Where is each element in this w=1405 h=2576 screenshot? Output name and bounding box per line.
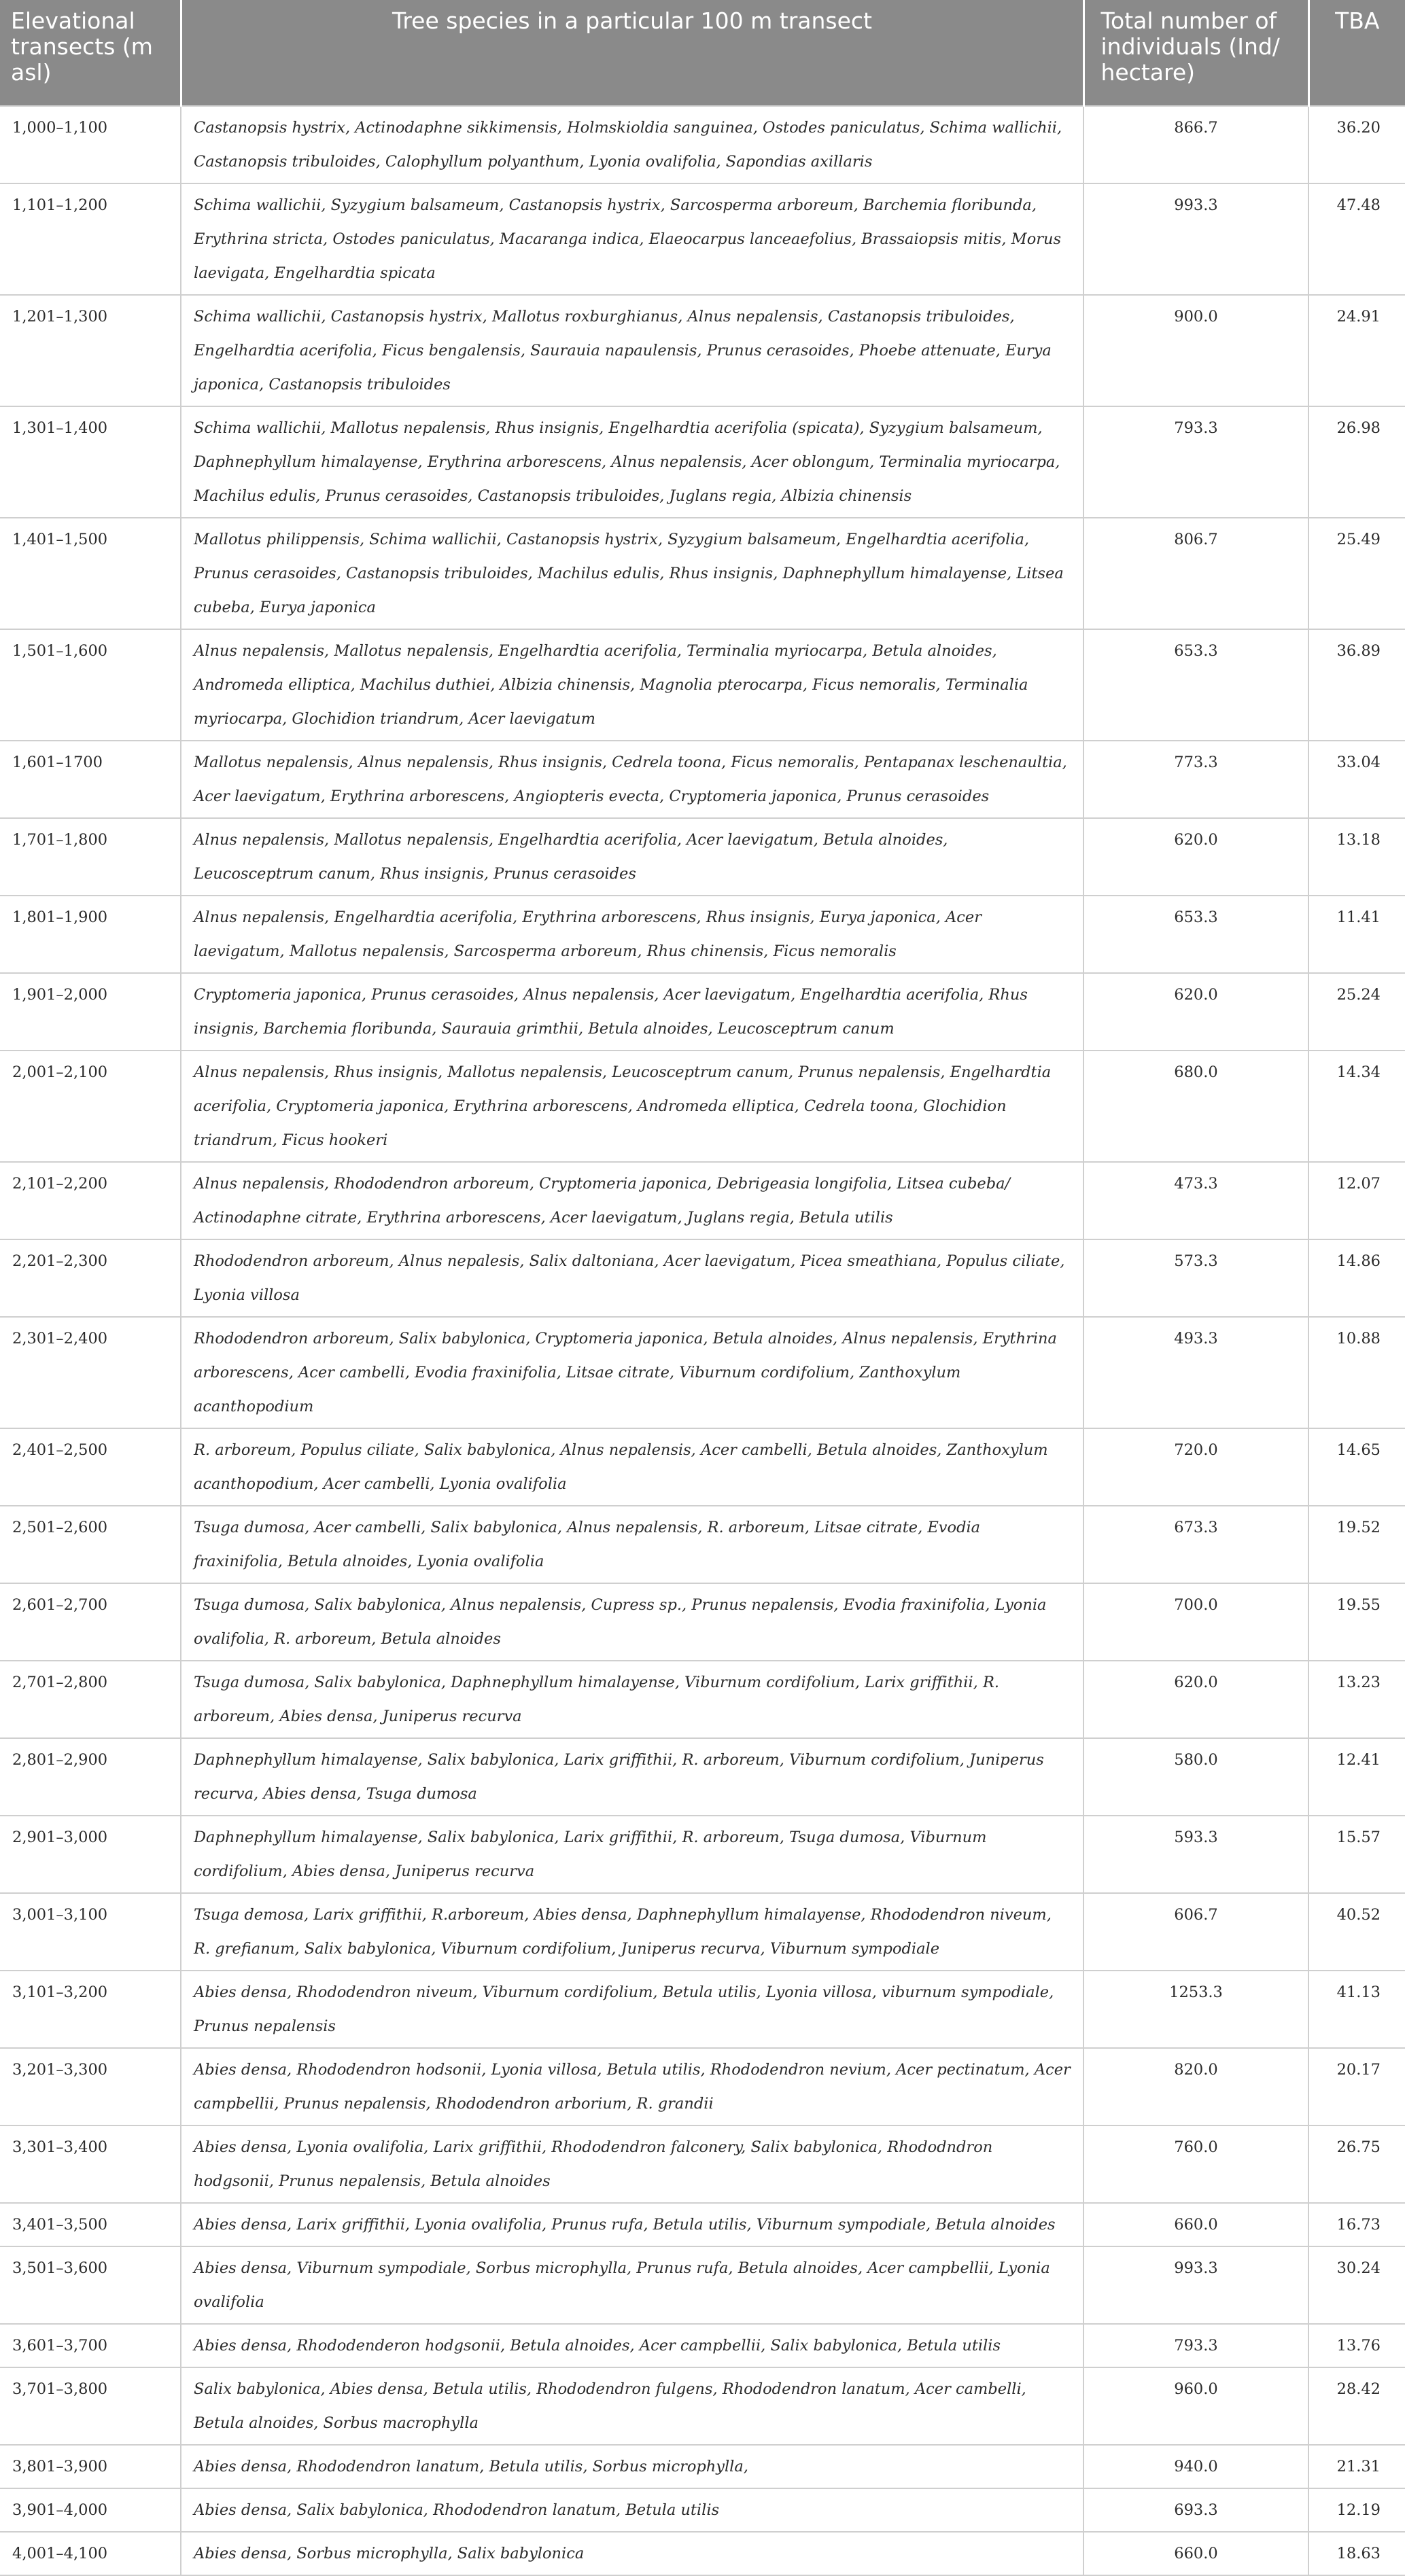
elevation-cell: 2,401–2,500: [0, 1428, 181, 1506]
table-row: [0, 896, 1405, 973]
table-row: [0, 106, 1405, 183]
individuals-cell: 493.3: [1083, 1317, 1308, 1428]
table-row: [0, 518, 1405, 629]
table-row: [0, 2488, 1405, 2532]
species-cell: R. arboreum, Populus ciliate, Salix babylonica, Alnus nepalensis, Acer cambelli, Betula alnoides, Zanthoxylum acanthopodium, Acer cambelli, Lyonia ovalifolia: [181, 1428, 1083, 1506]
individuals-cell: 866.7: [1083, 106, 1308, 183]
species-cell: Alnus nepalensis, Mallotus nepalensis, Engelhardtia acerifolia, Acer laevigatum, Betula alnoides, Leucosceptrum canum, Rhus insignis, Prunus cerasoides: [181, 818, 1083, 896]
tba-cell: 14.86: [1308, 1239, 1405, 1317]
header-species: Tree species in a particular 100 m transect: [181, 0, 1083, 106]
individuals-cell: 653.3: [1083, 629, 1308, 741]
elevation-cell: 1,701–1,800: [0, 818, 181, 896]
individuals-cell: 473.3: [1083, 1162, 1308, 1239]
table-row: [0, 2246, 1405, 2324]
elevation-cell: 2,301–2,400: [0, 1317, 181, 1428]
header-elevation: Elevational transects (m asl): [0, 0, 181, 106]
individuals-cell: 660.0: [1083, 2203, 1308, 2246]
species-cell: Schima wallichii, Mallotus nepalensis, Rhus insignis, Engelhardtia acerifolia (spicata), Syzygium balsameum, Daphnephyllum himalayense, Erythrina arborescens, Alnus nepalensis, Acer oblongum, Terminalia myriocarpa, Machilus edulis, Prunus cerasoides, Castanopsis tribuloides, Juglans regia, Albizia chinensis: [181, 406, 1083, 518]
individuals-cell: 820.0: [1083, 2048, 1308, 2125]
table-row: [0, 295, 1405, 406]
table-row: [0, 1428, 1405, 1506]
individuals-cell: 760.0: [1083, 2125, 1308, 2203]
table-row: [0, 973, 1405, 1051]
individuals-cell: 793.3: [1083, 406, 1308, 518]
elevation-cell: 1,501–1,600: [0, 629, 181, 741]
table-body: [0, 106, 1405, 2575]
tba-cell: 40.52: [1308, 1893, 1405, 1971]
species-cell: Abies densa, Rhododendron lanatum, Betula utilis, Sorbus microphylla,: [181, 2445, 1083, 2488]
species-cell: Abies densa, Sorbus microphylla, Salix babylonica: [181, 2532, 1083, 2575]
elevation-cell: 1,901–2,000: [0, 973, 181, 1051]
header-tba: TBA: [1308, 0, 1405, 106]
table-row: [0, 2203, 1405, 2246]
individuals-cell: 580.0: [1083, 1738, 1308, 1816]
individuals-cell: 653.3: [1083, 896, 1308, 973]
species-cell: Tsuga dumosa, Acer cambelli, Salix babylonica, Alnus nepalensis, R. arboreum, Litsae citrate, Evodia fraxinifolia, Betula alnoides, Lyonia ovalifolia: [181, 1506, 1083, 1583]
species-cell: Daphnephyllum himalayense, Salix babylonica, Larix griffithii, R. arboreum, Tsuga dumosa, Viburnum cordifolium, Abies densa, Juniperus recurva: [181, 1816, 1083, 1893]
species-cell: Daphnephyllum himalayense, Salix babylonica, Larix griffithii, R. arboreum, Viburnum cordifolium, Juniperus recurva, Abies densa, Tsuga dumosa: [181, 1738, 1083, 1816]
tba-cell: 18.63: [1308, 2532, 1405, 2575]
tba-cell: 25.49: [1308, 518, 1405, 629]
elevation-cell: 1,601–1700: [0, 741, 181, 818]
table-row: [0, 741, 1405, 818]
elevation-cell: 1,301–1,400: [0, 406, 181, 518]
table-row: [0, 2324, 1405, 2367]
species-cell: Mallotus philippensis, Schima wallichii, Castanopsis hystrix, Syzygium balsameum, Engelhardtia acerifolia, Prunus cerasoides, Castanopsis tribuloides, Machilus edulis, Rhus insignis, Daphnephyllum himalayense, Litsea cubeba, Eurya japonica: [181, 518, 1083, 629]
tba-cell: 24.91: [1308, 295, 1405, 406]
elevation-cell: 2,501–2,600: [0, 1506, 181, 1583]
table-row: [0, 1239, 1405, 1317]
individuals-cell: 673.3: [1083, 1506, 1308, 1583]
tba-cell: 12.41: [1308, 1738, 1405, 1816]
individuals-cell: 960.0: [1083, 2367, 1308, 2445]
tba-cell: 16.73: [1308, 2203, 1405, 2246]
species-cell: Abies densa, Larix griffithii, Lyonia ovalifolia, Prunus rufa, Betula utilis, Viburnum sympodiale, Betula alnoides: [181, 2203, 1083, 2246]
individuals-cell: 700.0: [1083, 1583, 1308, 1661]
elevation-cell: 2,601–2,700: [0, 1583, 181, 1661]
species-cell: Abies densa, Lyonia ovalifolia, Larix griffithii, Rhododendron falconery, Salix babylonica, Rhododndron hodgsonii, Prunus nepalensis, Betula alnoides: [181, 2125, 1083, 2203]
species-cell: Schima wallichii, Syzygium balsameum, Castanopsis hystrix, Sarcosperma arboreum, Barchemia floribunda, Erythrina stricta, Ostodes paniculatus, Macaranga indica, Elaeocarpus lanceaefolius, Brassaiopsis mitis, Morus laevigata, Engelhardtia spicata: [181, 183, 1083, 295]
elevation-cell: 3,401–3,500: [0, 2203, 181, 2246]
table-row: [0, 1051, 1405, 1162]
elevation-cell: 3,701–3,800: [0, 2367, 181, 2445]
species-cell: Alnus nepalensis, Mallotus nepalensis, Engelhardtia acerifolia, Terminalia myriocarpa, Betula alnoides, Andromeda elliptica, Machilus duthiei, Albizia chinensis, Magnolia pterocarpa, Ficus nemoralis, Terminalia myriocarpa, Glochidion triandrum, Acer laevigatum: [181, 629, 1083, 741]
species-cell: Alnus nepalensis, Engelhardtia acerifolia, Erythrina arborescens, Rhus insignis, Eurya japonica, Acer laevigatum, Mallotus nepalensis, Sarcosperma arboreum, Rhus chinensis, Ficus nemoralis: [181, 896, 1083, 973]
elevation-cell: 2,801–2,900: [0, 1738, 181, 1816]
table-row: [0, 1893, 1405, 1971]
elevation-cell: 4,001–4,100: [0, 2532, 181, 2575]
table-row: [0, 183, 1405, 295]
individuals-cell: 806.7: [1083, 518, 1308, 629]
table-row: [0, 629, 1405, 741]
species-cell: Tsuga demosa, Larix griffithii, R.arboreum, Abies densa, Daphnephyllum himalayense, Rhododendron niveum, R. grefianum, Salix babylonica, Viburnum cordifolium, Juniperus recurva, Viburnum sympodiale: [181, 1893, 1083, 1971]
elevation-cell: 3,001–3,100: [0, 1893, 181, 1971]
individuals-cell: 660.0: [1083, 2532, 1308, 2575]
tba-cell: 10.88: [1308, 1317, 1405, 1428]
individuals-cell: 993.3: [1083, 183, 1308, 295]
tba-cell: 13.23: [1308, 1661, 1405, 1738]
tba-cell: 41.13: [1308, 1971, 1405, 2048]
elevation-cell: 2,201–2,300: [0, 1239, 181, 1317]
individuals-cell: 593.3: [1083, 1816, 1308, 1893]
table-row: [0, 2532, 1405, 2575]
tba-cell: 14.65: [1308, 1428, 1405, 1506]
individuals-cell: 993.3: [1083, 2246, 1308, 2324]
elevation-cell: 1,201–1,300: [0, 295, 181, 406]
tba-cell: 15.57: [1308, 1816, 1405, 1893]
table-row: [0, 2048, 1405, 2125]
table-row: [0, 1971, 1405, 2048]
species-cell: Tsuga dumosa, Salix babylonica, Daphnephyllum himalayense, Viburnum cordifolium, Larix griffithii, R. arboreum, Abies densa, Juniperus recurva: [181, 1661, 1083, 1738]
species-cell: Mallotus nepalensis, Alnus nepalensis, Rhus insignis, Cedrela toona, Ficus nemoralis, Pentapanax leschenaultia, Acer laevigatum, Erythrina arborescens, Angiopteris evecta, Cryptomeria japonica, Prunus cerasoides: [181, 741, 1083, 818]
individuals-cell: 606.7: [1083, 1893, 1308, 1971]
individuals-cell: 773.3: [1083, 741, 1308, 818]
individuals-cell: 940.0: [1083, 2445, 1308, 2488]
table-row: [0, 1661, 1405, 1738]
species-cell: Rhododendron arboreum, Salix babylonica, Cryptomeria japonica, Betula alnoides, Alnus nepalensis, Erythrina arborescens, Acer cambelli, Evodia fraxinifolia, Litsae citrate, Viburnum cordifolium, Zanthoxylum acanthopodium: [181, 1317, 1083, 1428]
individuals-cell: 573.3: [1083, 1239, 1308, 1317]
species-cell: Cryptomeria japonica, Prunus cerasoides, Alnus nepalensis, Acer laevigatum, Engelhardtia acerifolia, Rhus insignis, Barchemia floribunda, Saurauia grimthii, Betula alnoides, Leucosceptrum canum: [181, 973, 1083, 1051]
tba-cell: 14.34: [1308, 1051, 1405, 1162]
tba-cell: 25.24: [1308, 973, 1405, 1051]
tba-cell: 19.52: [1308, 1506, 1405, 1583]
tba-cell: 12.07: [1308, 1162, 1405, 1239]
species-cell: Alnus nepalensis, Rhododendron arboreum, Cryptomeria japonica, Debrigeasia longifolia, Litsea cubeba/ Actinodaphne citrate, Erythrina arborescens, Acer laevigatum, Juglans regia, Betula utilis: [181, 1162, 1083, 1239]
elevation-cell: 3,901–4,000: [0, 2488, 181, 2532]
individuals-cell: 620.0: [1083, 973, 1308, 1051]
elevation-cell: 3,501–3,600: [0, 2246, 181, 2324]
table-row: [0, 406, 1405, 518]
tba-cell: 12.19: [1308, 2488, 1405, 2532]
elevation-cell: 3,101–3,200: [0, 1971, 181, 2048]
elevation-cell: 2,101–2,200: [0, 1162, 181, 1239]
tba-cell: 36.20: [1308, 106, 1405, 183]
species-cell: Abies densa, Rhododendron hodsonii, Lyonia villosa, Betula utilis, Rhododendron nevium, Acer pectinatum, Acer campbellii, Prunus nepalensis, Rhododendron arborium, R. grandii: [181, 2048, 1083, 2125]
elevation-cell: 1,000–1,100: [0, 106, 181, 183]
table-row: [0, 1816, 1405, 1893]
species-cell: Abies densa, Viburnum sympodiale, Sorbus microphylla, Prunus rufa, Betula alnoides, Acer campbellii, Lyonia ovalifolia: [181, 2246, 1083, 2324]
species-cell: Tsuga dumosa, Salix babylonica, Alnus nepalensis, Cupress sp., Prunus nepalensis, Evodia fraxinifolia, Lyonia ovalifolia, R. arboreum, Betula alnoides: [181, 1583, 1083, 1661]
elevation-cell: 3,301–3,400: [0, 2125, 181, 2203]
header-individuals: Total number of individuals (Ind/ hectare): [1083, 0, 1308, 106]
species-cell: Abies densa, Salix babylonica, Rhododendron lanatum, Betula utilis: [181, 2488, 1083, 2532]
individuals-cell: 693.3: [1083, 2488, 1308, 2532]
header-row: [0, 0, 1405, 106]
tba-cell: 19.55: [1308, 1583, 1405, 1661]
table-row: [0, 1738, 1405, 1816]
species-cell: Abies densa, Rhododenderon hodgsonii, Betula alnoides, Acer campbellii, Salix babylonica, Betula utilis: [181, 2324, 1083, 2367]
table-row: [0, 818, 1405, 896]
tba-cell: 21.31: [1308, 2445, 1405, 2488]
elevation-cell: 1,801–1,900: [0, 896, 181, 973]
elevation-cell: 2,901–3,000: [0, 1816, 181, 1893]
species-cell: Abies densa, Rhododendron niveum, Viburnum cordifolium, Betula utilis, Lyonia villosa, viburnum sympodiale, Prunus nepalensis: [181, 1971, 1083, 2048]
elevation-cell: 2,001–2,100: [0, 1051, 181, 1162]
tba-cell: 33.04: [1308, 741, 1405, 818]
table-row: [0, 2367, 1405, 2445]
tba-cell: 28.42: [1308, 2367, 1405, 2445]
table-row: [0, 1506, 1405, 1583]
table-row: [0, 2445, 1405, 2488]
table-row: [0, 1317, 1405, 1428]
table-row: [0, 2125, 1405, 2203]
tba-cell: 47.48: [1308, 183, 1405, 295]
species-cell: Castanopsis hystrix, Actinodaphne sikkimensis, Holmskioldia sanguinea, Ostodes paniculatus, Schima wallichii, Castanopsis tribuloides, Calophyllum polyanthum, Lyonia ovalifolia, Sapondias axillaris: [181, 106, 1083, 183]
tba-cell: 30.24: [1308, 2246, 1405, 2324]
tba-cell: 13.76: [1308, 2324, 1405, 2367]
elevation-cell: 3,201–3,300: [0, 2048, 181, 2125]
table-row: [0, 1162, 1405, 1239]
elevation-cell: 1,401–1,500: [0, 518, 181, 629]
elevation-cell: 2,701–2,800: [0, 1661, 181, 1738]
individuals-cell: 620.0: [1083, 1661, 1308, 1738]
individuals-cell: 1253.3: [1083, 1971, 1308, 2048]
elevation-cell: 1,101–1,200: [0, 183, 181, 295]
tba-cell: 11.41: [1308, 896, 1405, 973]
elevation-cell: 3,601–3,700: [0, 2324, 181, 2367]
species-cell: Alnus nepalensis, Rhus insignis, Mallotus nepalensis, Leucosceptrum canum, Prunus nepalensis, Engelhardtia acerifolia, Cryptomeria japonica, Erythrina arborescens, Andromeda elliptica, Cedrela toona, Glochidion triandrum, Ficus hookeri: [181, 1051, 1083, 1162]
elevation-cell: 3,801–3,900: [0, 2445, 181, 2488]
table-row: [0, 1583, 1405, 1661]
tba-cell: 26.75: [1308, 2125, 1405, 2203]
tba-cell: 26.98: [1308, 406, 1405, 518]
species-cell: Schima wallichii, Castanopsis hystrix, Mallotus roxburghianus, Alnus nepalensis, Castanopsis tribuloides, Engelhardtia acerifolia, Ficus bengalensis, Saurauia napaulensis, Prunus cerasoides, Phoebe attenuate, Eurya japonica, Castanopsis tribuloides: [181, 295, 1083, 406]
individuals-cell: 680.0: [1083, 1051, 1308, 1162]
individuals-cell: 900.0: [1083, 295, 1308, 406]
tba-cell: 20.17: [1308, 2048, 1405, 2125]
tba-cell: 13.18: [1308, 818, 1405, 896]
individuals-cell: 720.0: [1083, 1428, 1308, 1506]
individuals-cell: 793.3: [1083, 2324, 1308, 2367]
tba-cell: 36.89: [1308, 629, 1405, 741]
individuals-cell: 620.0: [1083, 818, 1308, 896]
species-cell: Salix babylonica, Abies densa, Betula utilis, Rhododendron fulgens, Rhododendron lanatum, Acer cambelli, Betula alnoides, Sorbus macrophylla: [181, 2367, 1083, 2445]
species-cell: Rhododendron arboreum, Alnus nepalesis, Salix daltoniana, Acer laevigatum, Picea smeathiana, Populus ciliate, Lyonia villosa: [181, 1239, 1083, 1317]
